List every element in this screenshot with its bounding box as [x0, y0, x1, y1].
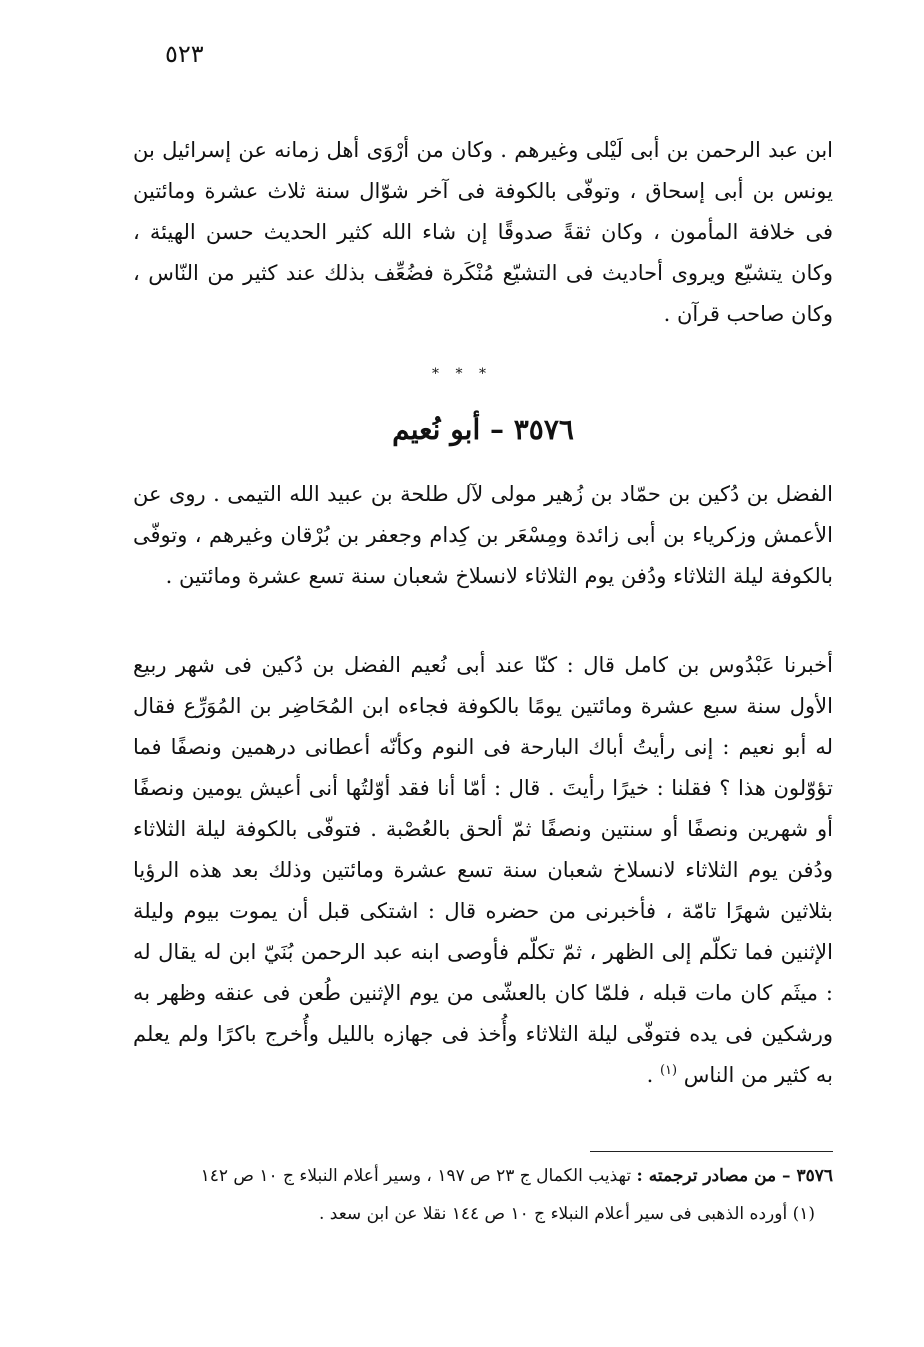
footnote-reference: (١)	[659, 1063, 678, 1078]
entry-heading-dash: –	[490, 413, 504, 446]
entry-narration-paragraph	[133, 645, 833, 1096]
page-number: ٥٢٣	[165, 40, 204, 68]
entry-intro-paragraph	[133, 474, 833, 597]
entry-intro-text: الفضل بن دُكين بن حمّاد بن زُهير مولى لآل طلحة بن عبيد الله التيمى . روى عن الأعمش وزكرياء بن أبى زائدة ومِسْعَر بن كِدام وجعفر بن بُرْقان وغيرهم ، وتوفّى بالكوفة ليلة الثلاثاء ودُفن يوم الثلاثاء لانسلاخ شعبان سنة تسع عشرة ومائتين .	[133, 482, 833, 588]
entry-number: ٣٥٧٦	[513, 413, 574, 446]
entry-heading	[133, 413, 833, 446]
footnote-divider	[590, 1151, 833, 1152]
entry-name: أبو نُعيم	[392, 413, 481, 446]
section-separator: * * *	[432, 366, 492, 382]
previous-entry-paragraph	[133, 130, 833, 335]
footnote-sources-text: تهذيب الكمال ج ٢٣ ص ١٩٧ ، وسير أعلام النبلاء ج ١٠ ص ١٤٢	[200, 1166, 632, 1186]
footnote-sources-label: ٣٥٧٦ – من مصادر ترجمته :	[636, 1166, 833, 1186]
footnotes	[133, 1160, 833, 1230]
previous-entry-text: ابن عبد الرحمن بن أبى لَيْلى وغيرهم . وكان من أرْوَى أهل زمانه عن إسرائيل بن يونس بن أبى إسحاق ، وتوفّى بالكوفة فى آخر شوّال سنة ثلاث عشرة ومائتين فى خلافة المأمون ، وكان ثقةً صدوقًا إن شاء الله كثير الحديث حسن الهيئة ، وكان يتشيّع ويروى أحاديث فى التشيّع مُنْكَرة فضُعِّف بذلك عند كثير من النّاس ، وكان صاحب قرآن .	[133, 138, 833, 326]
footnote-sources	[133, 1160, 833, 1192]
entry-narration-text: أخبرنا عَبْدُوس بن كامل قال : كنّا عند أبى نُعيم الفضل بن دُكين فى شهر ربيع الأول سنة سبع عشرة ومائتين يومًا بالكوفة فجاءه ابن المُحَاضِر بن المُوَرِّع فقال له أبو نعيم : إنى رأيتُ أباك البارحة فى النوم وكأنّه أعطانى درهمين ونصفًا فما تؤوّلون هذا ؟ فقلنا : خيرًا رأيتَ . قال : أمّا أنا فقد أوّلتُها أنى أعيش يومين ونصفًا أو شهرين ونصفًا أو سنتين ونصفًا ثمّ ألحق بالعُصْبة . فتوفّى بالكوفة ليلة الثلاثاء ودُفن يوم الثلاثاء لانسلاخ شعبان سنة تسع عشرة ومائتين وذلك بعد هذه الرؤيا بثلاثين شهرًا تامّة ، فأخبرنى من حضره قال : اشتكى قبل أن يموت بيوم وليلة الإثنين فما تكلّم إلى الظهر ، ثمّ تكلّم فأوصى ابنه عبد الرحمن بُنَيّ ابن له يقال له : ميثَم كان مات قبله ، فلمّا كان بالعشّى من يوم الإثنين طُعن فى عنقه وظهر به ورشكين فى يده فتوفّى ليلة الثلاثاء وأُخذ فى جهازه بالليل وأُخرج باكرًا ولم يعلم به كثير من الناس	[133, 653, 833, 1087]
entry-narration-end: .	[646, 1063, 654, 1087]
footnote-note-1: (١) أورده الذهبى فى سير أعلام النبلاء ج ١٠ ص ١٤٤ نقلا عن ابن سعد .	[318, 1204, 815, 1224]
